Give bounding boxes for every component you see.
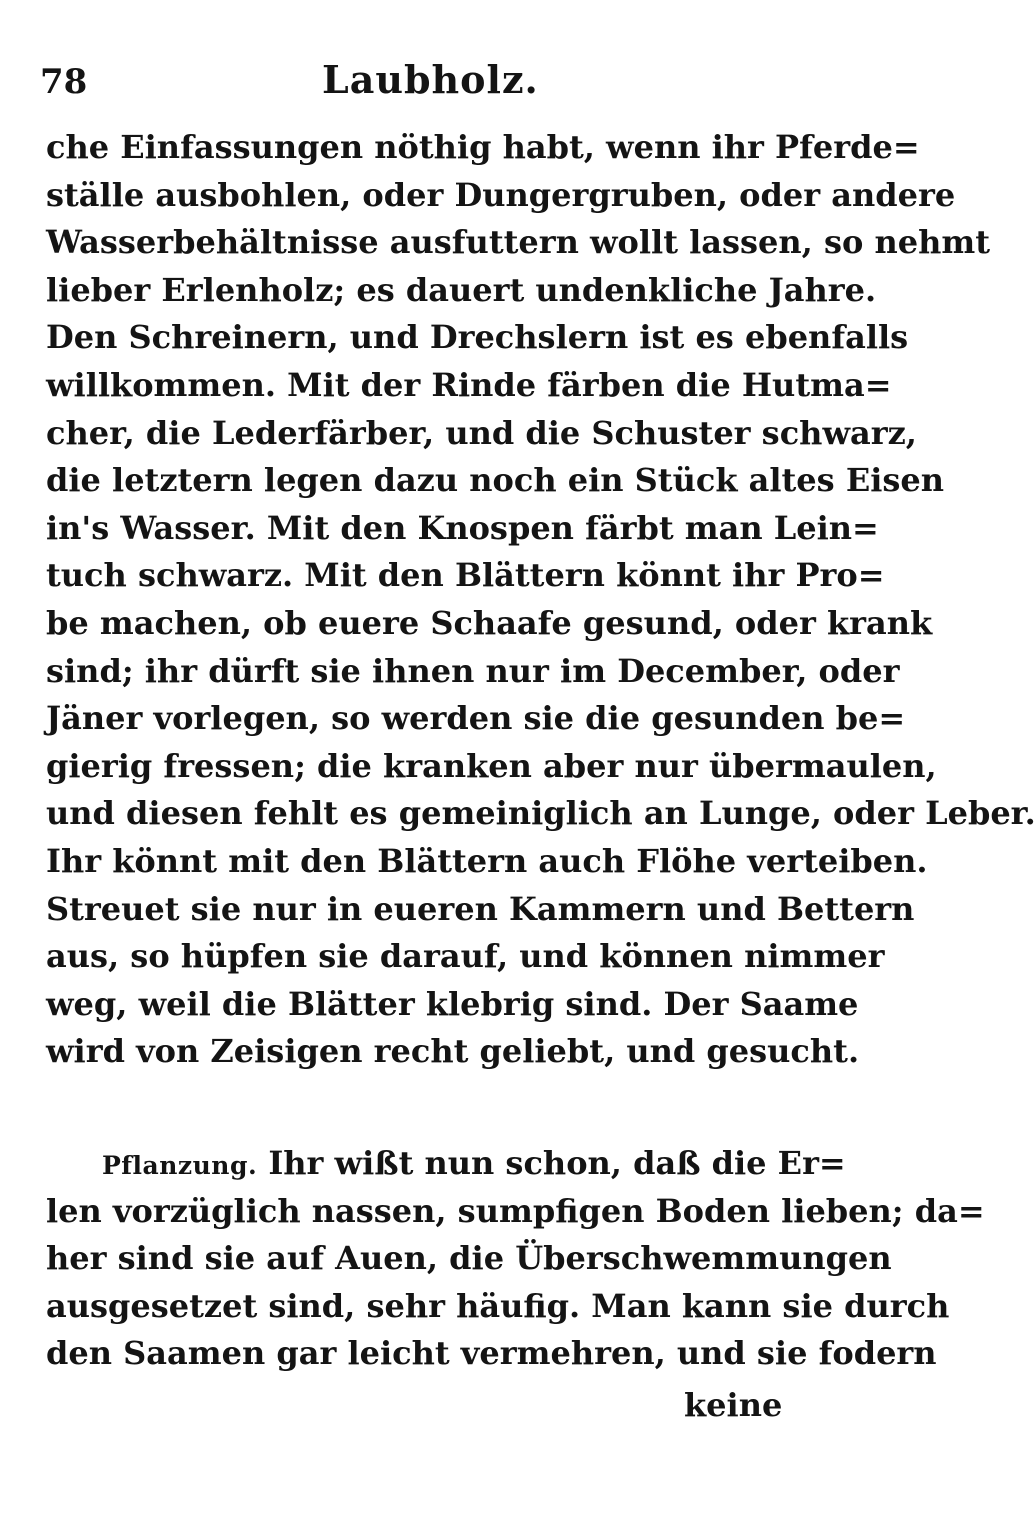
text-line: die letztern legen dazu noch ein Stück altes Eisen [46, 461, 944, 500]
text-line: gierig fressen; die kranken aber nur übermaulen, [46, 746, 937, 785]
catchword: keine [684, 1386, 783, 1424]
text-line: sind; ihr dürft sie ihnen nur im December, oder [46, 651, 900, 690]
text-line: willkommen. Mit der Rinde färben die Hutma= [46, 365, 892, 404]
text-line: wird von Zeisigen recht geliebt, und gesucht. [46, 1032, 860, 1071]
text-line: weg, weil die Blätter klebrig sind. Der Saame [46, 984, 859, 1023]
text-line: len vorzüglich nassen, sumpfigen Boden lieben; da= [46, 1191, 985, 1230]
text-line: Streuet sie nur in eueren Kammern und Bettern [46, 889, 915, 928]
text-line: che Einfassungen nöthig habt, wenn ihr Pferde= [46, 128, 920, 166]
text-line: in's Wasser. Mit den Knospen färbt man Lein= [46, 508, 879, 547]
text-line: her sind sie auf Auen, die Überschwemmungen [46, 1239, 892, 1278]
text-line: Jäner vorlegen, so werden sie die gesunden be= [46, 699, 906, 738]
text-line-first [46, 1140, 846, 1188]
text-line: Ihr könnt mit den Blättern auch Flöhe verteiben. [46, 841, 928, 880]
text-line: und diesen fehlt es gemeiniglich an Lunge, oder Leber. [46, 794, 1036, 833]
text-line: ausgesetzet sind, sehr häufig. Man kann sie durch [46, 1286, 950, 1325]
side-label: Pflanzung. [102, 1151, 258, 1180]
paragraph-main [46, 124, 1036, 1076]
text-line: be machen, ob euere Schaafe gesund, oder krank [46, 603, 933, 642]
running-title: Laubholz. [322, 57, 539, 102]
text-line: Den Schreinern, und Drechslern ist es ebenfalls [46, 318, 909, 357]
text-line: Wasserbehältnisse ausfuttern wollt lassen, so nehmt [46, 223, 990, 262]
page-number: 78 [40, 62, 88, 102]
text-line: lieber Erlenholz; es dauert undenkliche Jahre. [46, 270, 877, 309]
first-line-text: Ihr wißt nun schon, daß die Er= [268, 1144, 846, 1182]
text-line: aus, so hüpfen sie darauf, und können nimmer [46, 937, 885, 976]
text-line: den Saamen gar leicht vermehren, und sie fodern [46, 1334, 937, 1373]
paragraph-pflanzung [46, 1140, 985, 1378]
text-line: cher, die Lederfärber, und die Schuster schwarz, [46, 413, 917, 452]
text-line: ställe ausbohlen, oder Dungergruben, oder andere [46, 175, 956, 214]
text-line: tuch schwarz. Mit den Blättern könnt ihr Pro= [46, 556, 885, 595]
